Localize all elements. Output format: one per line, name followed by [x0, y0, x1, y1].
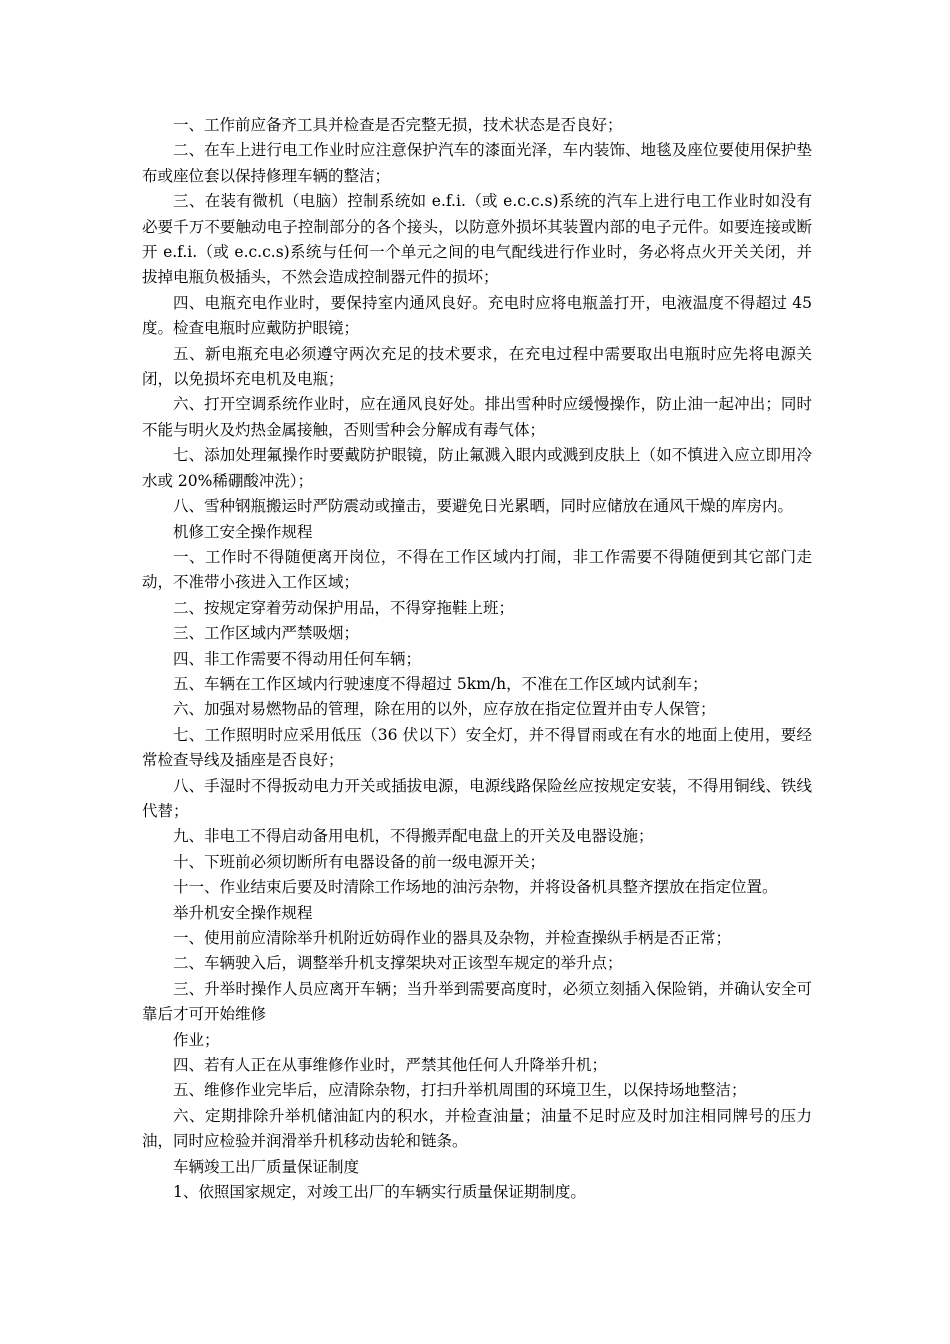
paragraph: 六、定期排除升举机储油缸内的积水，并检查油量；油量不足时应及时加注相同牌号的压力油，同时应检验并润滑举升机移动齿轮和链条。: [142, 1106, 812, 1151]
paragraph: 二、按规定穿着劳动保护用品，不得穿拖鞋上班；: [173, 598, 515, 617]
section-heading: 机修工安全操作规程: [173, 522, 313, 541]
paragraph: 五、维修作业完毕后，应清除杂物，打扫升举机周围的环境卫生，以保持场地整洁；: [173, 1081, 747, 1100]
paragraph: 四、非工作需要不得动用任何车辆；: [173, 649, 422, 668]
paragraph: 六、打开空调系统作业时，应在通风良好处。排出雪种时应缓慢操作，防止油一起冲出；同时不能与明火及灼热金属接触，否则雪种会分解成有毒气体；: [142, 395, 812, 439]
paragraph: 七、添加处理氟操作时要戴防护眼镜，防止氟溅入眼内或溅到皮肤上（如不慎进入应立即用冷水或 20%稀硼酸冲洗）；: [142, 446, 812, 490]
paragraph: 1、依照国家规定，对竣工出厂的车辆实行质量保证期制度。: [173, 1183, 586, 1202]
paragraph: 一、工作前应备齐工具并检查是否完整无损，技术状态是否良好；: [173, 116, 623, 134]
paragraph: 十、下班前必须切断所有电器设备的前一级电源开关；: [173, 852, 546, 871]
paragraph: 四、若有人正在从事维修作业时，严禁其他任何人升降举升机；: [173, 1056, 608, 1075]
paragraph: 八、手湿时不得扳动电力开关或插拔电源，电源线路保险丝应按规定安装，不得用铜线、铁线代替；: [142, 776, 812, 820]
paragraph: 一、工作时不得随便离开岗位，不得在工作区域内打闹，非工作需要不得随便到其它部门走动，不准带小孩进入工作区域；: [142, 547, 812, 592]
section-heading: 车辆竣工出厂质量保证制度: [173, 1157, 360, 1176]
paragraph: 三、工作区域内严禁吸烟；: [173, 624, 360, 643]
paragraph: 九、非电工不得启动备用电机，不得搬弄配电盘上的开关及电器设施；: [173, 827, 654, 846]
paragraph: 六、加强对易燃物品的管理，除在用的以外，应存放在指定位置并由专人保管；: [173, 700, 716, 719]
paragraph: 一、使用前应清除举升机附近妨碍作业的器具及杂物，并检查操纵手柄是否正常；: [173, 929, 732, 947]
paragraph: 五、新电瓶充电必须遵守两次充足的技术要求，在充电过程中需要取出电瓶时应先将电源关闭，以免损坏充电机及电瓶；: [142, 344, 812, 389]
document-body: [142, 113, 812, 1205]
paragraph: 三、升举时操作人员应离开车辆；当升举到需要高度时，必须立刻插入保险销，并确认安全可靠后才可开始维修: [142, 979, 812, 1024]
section-heading: 举升机安全操作规程: [173, 903, 313, 922]
paragraph: 二、车辆驶入后，调整举升机支撑架块对正该型车规定的举升点；: [173, 954, 623, 973]
paragraph: 八、雪种钢瓶搬运时严防震动或撞击，要避免日光累晒，同时应储放在通风干燥的库房内。: [173, 497, 794, 516]
paragraph: 十一、作业结束后要及时清除工作场地的油污杂物，并将设备机具整齐摆放在指定位置。: [173, 878, 778, 897]
paragraph: 五、车辆在工作区域内行驶速度不得超过 5km/h，不准在工作区域内试刹车；: [173, 674, 708, 693]
paragraph: 作业；: [173, 1030, 220, 1049]
paragraph: 四、电瓶充电作业时，要保持室内通风良好。充电时应将电瓶盖打开，电液温度不得超过 45 度。检查电瓶时应戴防护眼镜；: [142, 293, 812, 338]
paragraph: 七、工作照明时应采用低压（36 伏以下）安全灯，并不得冒雨或在有水的地面上使用，要经常检查导线及插座是否良好；: [142, 725, 812, 770]
paragraph: 三、在装有微机（电脑）控制系统如 e.f.i.（或 e.c.c.s)系统的汽车上进行电工作业时如没有必要千万不要触动电子控制部分的各个接头，以防意外损坏其装置内部的电子元件。如要连接或断开 e.f.i.（或 e.c.c.s)系统与任何一个单元之间的电气配线进行作业时，务必将点火开关关闭，并拔掉电瓶负极插头，不然会造成控制器元件的损坏；: [142, 192, 812, 287]
paragraph: 二、在车上进行电工作业时应注意保护汽车的漆面光泽，车内装饰、地毯及座位要使用保护垫布或座位套以保持修理车辆的整洁；: [142, 141, 812, 185]
